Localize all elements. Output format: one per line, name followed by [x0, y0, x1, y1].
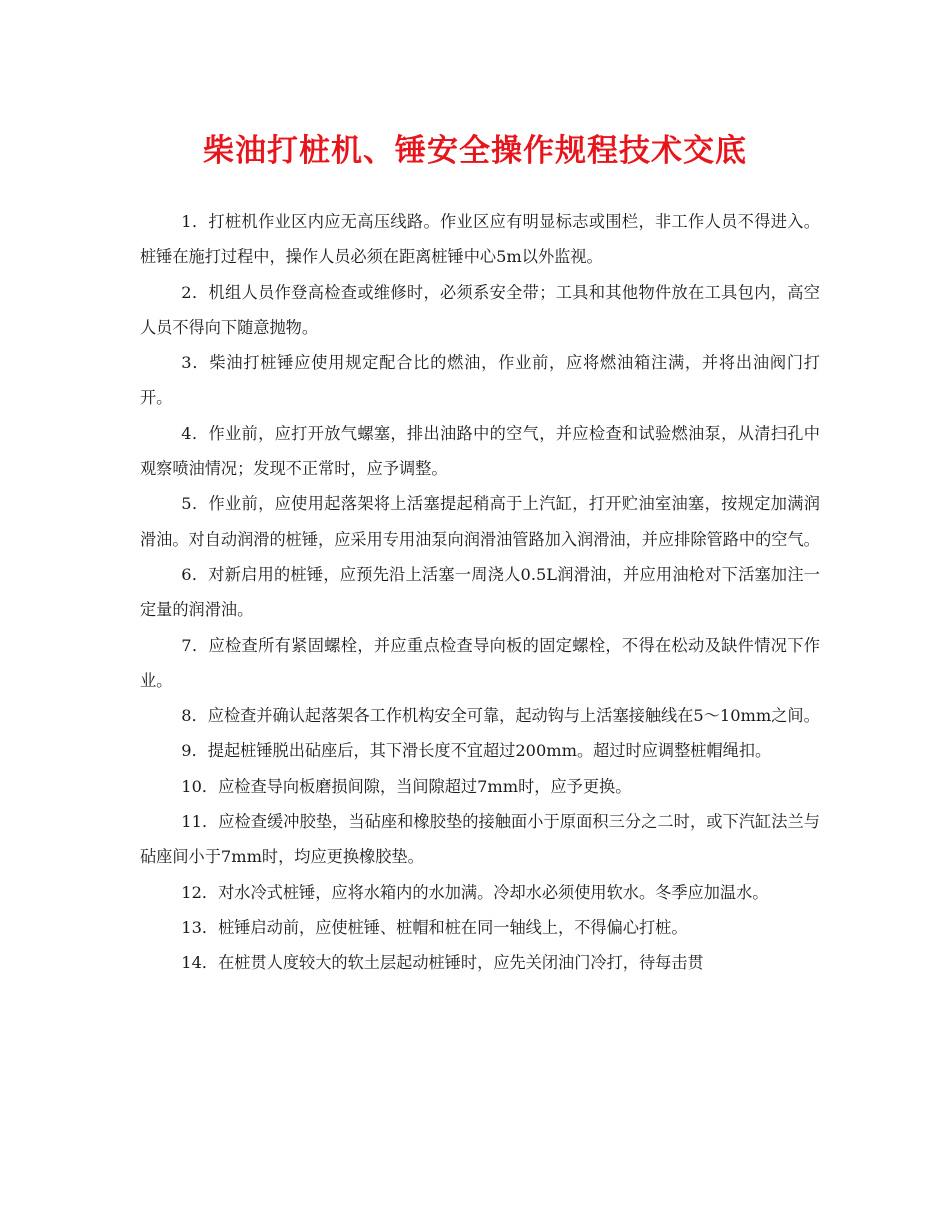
- paragraph-4: 4．作业前，应打开放气螺塞，排出油路中的空气，并应检查和试验燃油泵，从清扫孔中观察喷油情况；发现不正常时，应予调整。: [140, 423, 820, 479]
- paragraph-12: 12．对水冷式桩锤，应将水箱内的水加满。冷却水必须使用软水。冬季应加温水。: [181, 882, 769, 902]
- paragraph-10: 10．应检查导向板磨损间隙，当间隙超过7mm时，应予更换。: [181, 776, 632, 796]
- document-title: 柴油打桩机、锤安全操作规程技术交底: [203, 133, 747, 169]
- paragraph-7: 7．应检查所有紧固螺栓，并应重点检查导向板的固定螺栓，不得在松动及缺件情况下作业。: [140, 635, 820, 690]
- paragraph-11: 11．应检查缓冲胶垫，当砧座和橡胶垫的接触面小于原面积三分之二时，或下汽缸法兰与砧座间小于7mm时，均应更换橡胶垫。: [140, 812, 820, 867]
- paragraph-13: 13．桩锤启动前，应使桩锤、桩帽和桩在同一轴线上，不得偏心打桩。: [181, 917, 688, 937]
- paragraph-9: 9．提起桩锤脱出砧座后，其下滑长度不宜超过200mm。超过时应调整桩帽绳扣。: [181, 741, 772, 761]
- document-body: [140, 204, 820, 981]
- paragraph-5: 5．作业前，应使用起落架将上活塞提起稍高于上汽缸，打开贮油室油塞，按规定加满润滑油。对自动润滑的桩锤，应采用专用油泵向润滑油管路加入润滑油，并应排除管路中的空气。: [140, 494, 820, 549]
- paragraph-6: 6．对新启用的桩锤，应预先沿上活塞一周浇人0.5L润滑油，并应用油枪对下活塞加注一定量的润滑油。: [140, 564, 820, 620]
- paragraph-2: 2．机组人员作登高检查或维修时，必须系安全带；工具和其他物件放在工具包内，高空人员不得向下随意抛物。: [140, 282, 820, 337]
- paragraph-14: 14．在桩贯人度较大的软土层起动桩锤时，应先关闭油门冷打，待每击贯: [181, 953, 704, 973]
- paragraph-8: 8．应检查并确认起落架各工作机构安全可靠，起动钩与上活塞接触线在5～10mm之间。: [181, 706, 820, 726]
- paragraph-3: 3．柴油打桩锤应使用规定配合比的燃油，作业前，应将燃油箱注满，并将出油阀门打开。: [140, 353, 820, 408]
- paragraph-1: 1．打桩机作业区内应无高压线路。作业区应有明显标志或围栏，非工作人员不得进入。桩锤在施打过程中，操作人员必须在距离桩锤中心5m以外监视。: [140, 212, 820, 267]
